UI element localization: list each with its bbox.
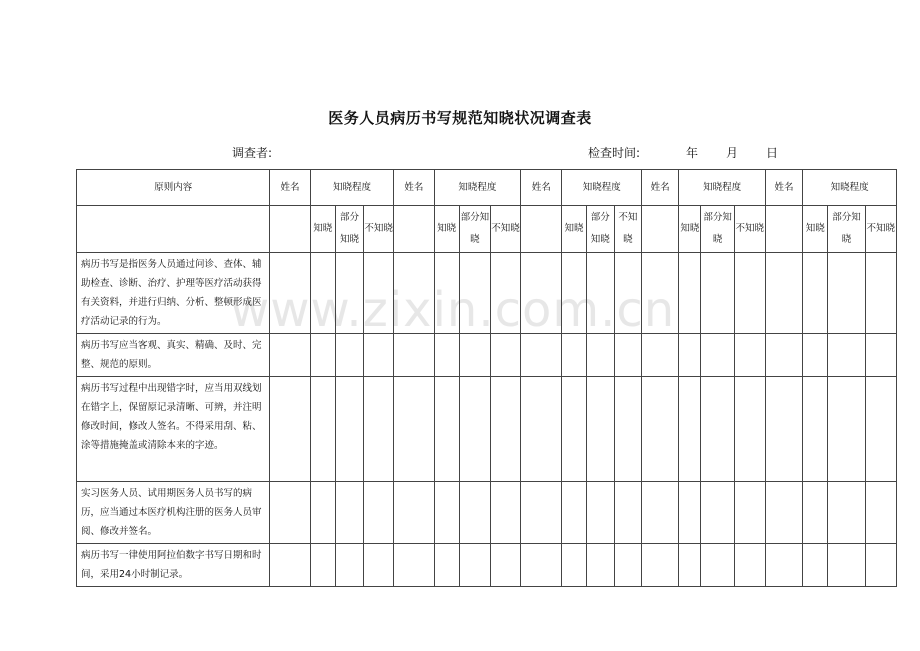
awareness-subheader: 不知晓 bbox=[865, 206, 896, 253]
answer-cell[interactable] bbox=[765, 482, 802, 544]
awareness-level-header: 知晓程度 bbox=[562, 170, 642, 206]
answer-cell[interactable] bbox=[828, 253, 865, 334]
answer-cell[interactable] bbox=[335, 253, 363, 334]
answer-cell[interactable] bbox=[586, 482, 614, 544]
awareness-subheader: 知晓 bbox=[679, 206, 701, 253]
answer-cell[interactable] bbox=[394, 377, 434, 482]
answer-cell[interactable] bbox=[521, 253, 562, 334]
answer-cell[interactable] bbox=[642, 334, 679, 377]
answer-cell[interactable] bbox=[562, 334, 586, 377]
answer-cell[interactable] bbox=[642, 377, 679, 482]
answer-cell[interactable] bbox=[803, 377, 828, 482]
answer-cell[interactable] bbox=[865, 544, 896, 587]
answer-cell[interactable] bbox=[335, 544, 363, 587]
answer-cell[interactable] bbox=[679, 482, 701, 544]
awareness-level-header: 知晓程度 bbox=[434, 170, 521, 206]
watermark: www.zixin.com.cn bbox=[230, 282, 676, 338]
answer-cell[interactable] bbox=[394, 544, 434, 587]
answer-cell[interactable] bbox=[586, 253, 614, 334]
answer-cell[interactable] bbox=[434, 334, 459, 377]
answer-cell[interactable] bbox=[614, 253, 641, 334]
name-cell-blank bbox=[765, 206, 802, 253]
answer-cell[interactable] bbox=[828, 334, 865, 377]
answer-cell[interactable] bbox=[562, 253, 586, 334]
principle-text: 病历书写过程中出现错字时，应当用双线划在错字上，保留原记录清晰、可辨，并注明修改时间，修改人签名。不得采用刮、粘、涂等措施掩盖或清除本来的字迹。 bbox=[77, 377, 270, 482]
awareness-level-header: 知晓程度 bbox=[310, 170, 394, 206]
awareness-subheader: 部分知晓 bbox=[586, 206, 614, 253]
answer-cell[interactable] bbox=[335, 377, 363, 482]
awareness-subheader: 部分知晓 bbox=[335, 206, 363, 253]
answer-cell[interactable] bbox=[586, 334, 614, 377]
awareness-level-header: 知晓程度 bbox=[803, 170, 897, 206]
principle-text: 病历书写应当客观、真实、精确、及时、完整、规范的原则。 bbox=[77, 334, 270, 377]
answer-cell[interactable] bbox=[490, 253, 520, 334]
answer-cell[interactable] bbox=[335, 482, 363, 544]
answer-cell[interactable] bbox=[642, 544, 679, 587]
answer-cell[interactable] bbox=[364, 377, 394, 482]
answer-cell[interactable] bbox=[310, 482, 335, 544]
answer-cell[interactable] bbox=[803, 253, 828, 334]
answer-cell[interactable] bbox=[701, 253, 734, 334]
name-header: 姓名 bbox=[642, 170, 679, 206]
answer-cell[interactable] bbox=[521, 334, 562, 377]
awareness-subheader: 不知晓 bbox=[364, 206, 394, 253]
answer-cell[interactable] bbox=[270, 544, 310, 587]
answer-cell[interactable] bbox=[310, 334, 335, 377]
answer-cell[interactable] bbox=[459, 253, 490, 334]
answer-cell[interactable] bbox=[364, 482, 394, 544]
answer-cell[interactable] bbox=[614, 482, 641, 544]
answer-cell[interactable] bbox=[490, 377, 520, 482]
name-cell-blank bbox=[394, 206, 434, 253]
answer-cell[interactable] bbox=[335, 334, 363, 377]
awareness-subheader: 不知晓 bbox=[734, 206, 765, 253]
answer-cell[interactable] bbox=[679, 334, 701, 377]
survey-table bbox=[76, 169, 897, 587]
answer-cell[interactable] bbox=[765, 377, 802, 482]
answer-cell[interactable] bbox=[459, 544, 490, 587]
answer-cell[interactable] bbox=[679, 253, 701, 334]
answer-cell[interactable] bbox=[642, 253, 679, 334]
answer-cell[interactable] bbox=[270, 253, 310, 334]
answer-cell[interactable] bbox=[803, 544, 828, 587]
answer-cell[interactable] bbox=[679, 544, 701, 587]
awareness-subheader: 不知晓 bbox=[614, 206, 641, 253]
answer-cell[interactable] bbox=[734, 482, 765, 544]
surveyor-label: 调查者: bbox=[232, 146, 273, 160]
principle-header: 原则内容 bbox=[77, 170, 270, 206]
answer-cell[interactable] bbox=[701, 377, 734, 482]
answer-cell[interactable] bbox=[310, 377, 335, 482]
answer-cell[interactable] bbox=[701, 334, 734, 377]
principle-text: 病历书写是指医务人员通过问诊、查体、辅助检查、诊断、治疗、护理等医疗活动获得有关资料，并进行归纳、分析、整顿形成医疗活动记录的行为。 bbox=[77, 253, 270, 334]
answer-cell[interactable] bbox=[734, 377, 765, 482]
answer-cell[interactable] bbox=[586, 544, 614, 587]
answer-cell[interactable] bbox=[434, 544, 459, 587]
answer-cell[interactable] bbox=[521, 544, 562, 587]
answer-cell[interactable] bbox=[828, 482, 865, 544]
answer-cell[interactable] bbox=[394, 334, 434, 377]
answer-cell[interactable] bbox=[828, 544, 865, 587]
name-cell-blank bbox=[270, 206, 310, 253]
awareness-subheader: 知晓 bbox=[562, 206, 586, 253]
answer-cell[interactable] bbox=[803, 482, 828, 544]
answer-cell[interactable] bbox=[562, 544, 586, 587]
table-row bbox=[77, 334, 897, 377]
answer-cell[interactable] bbox=[394, 482, 434, 544]
answer-cell[interactable] bbox=[310, 544, 335, 587]
answer-cell[interactable] bbox=[765, 544, 802, 587]
answer-cell[interactable] bbox=[828, 377, 865, 482]
answer-cell[interactable] bbox=[586, 377, 614, 482]
answer-cell[interactable] bbox=[364, 544, 394, 587]
name-cell-blank bbox=[642, 206, 679, 253]
name-header: 姓名 bbox=[394, 170, 434, 206]
principle-text: 病历书写一律使用阿拉伯数字书写日期和时间，采用24小时制记录。 bbox=[77, 544, 270, 587]
name-header: 姓名 bbox=[765, 170, 802, 206]
table-row bbox=[77, 377, 897, 482]
awareness-subheader: 部分知晓 bbox=[828, 206, 865, 253]
answer-cell[interactable] bbox=[642, 482, 679, 544]
answer-cell[interactable] bbox=[734, 253, 765, 334]
date-year: 年 bbox=[686, 146, 699, 160]
answer-cell[interactable] bbox=[865, 253, 896, 334]
name-cell-blank bbox=[521, 206, 562, 253]
answer-cell[interactable] bbox=[614, 544, 641, 587]
answer-cell[interactable] bbox=[459, 482, 490, 544]
answer-cell[interactable] bbox=[614, 377, 641, 482]
answer-cell[interactable] bbox=[434, 253, 459, 334]
name-header: 姓名 bbox=[270, 170, 310, 206]
date-month: 月 bbox=[726, 146, 739, 160]
answer-cell[interactable] bbox=[394, 253, 434, 334]
answer-cell[interactable] bbox=[270, 377, 310, 482]
awareness-level-header: 知晓程度 bbox=[679, 170, 766, 206]
principle-text: 实习医务人员、试用期医务人员书写的病历，应当通过本医疗机构注册的医务人员审阅、修改并签名。 bbox=[77, 482, 270, 544]
table-row bbox=[77, 544, 897, 587]
table-row bbox=[77, 482, 897, 544]
answer-cell[interactable] bbox=[521, 482, 562, 544]
page-title: 医务人员病历书写规范知晓状况调查表 bbox=[328, 109, 592, 127]
answer-cell[interactable] bbox=[865, 334, 896, 377]
awareness-subheader: 部分知晓 bbox=[701, 206, 734, 253]
date-label: 检查时间: bbox=[588, 146, 641, 160]
answer-cell[interactable] bbox=[270, 482, 310, 544]
answer-cell[interactable] bbox=[701, 482, 734, 544]
name-header: 姓名 bbox=[521, 170, 562, 206]
answer-cell[interactable] bbox=[679, 377, 701, 482]
awareness-subheader: 知晓 bbox=[310, 206, 335, 253]
principle-header-blank bbox=[77, 206, 270, 253]
answer-cell[interactable] bbox=[865, 377, 896, 482]
answer-cell[interactable] bbox=[562, 377, 586, 482]
answer-cell[interactable] bbox=[521, 377, 562, 482]
answer-cell[interactable] bbox=[364, 334, 394, 377]
answer-cell[interactable] bbox=[701, 544, 734, 587]
answer-cell[interactable] bbox=[734, 544, 765, 587]
answer-cell[interactable] bbox=[490, 482, 520, 544]
answer-cell[interactable] bbox=[270, 334, 310, 377]
answer-cell[interactable] bbox=[865, 482, 896, 544]
answer-cell[interactable] bbox=[310, 253, 335, 334]
answer-cell[interactable] bbox=[490, 544, 520, 587]
awareness-subheader: 不知晓 bbox=[490, 206, 520, 253]
answer-cell[interactable] bbox=[459, 334, 490, 377]
answer-cell[interactable] bbox=[614, 334, 641, 377]
answer-cell[interactable] bbox=[459, 377, 490, 482]
answer-cell[interactable] bbox=[803, 334, 828, 377]
awareness-subheader: 知晓 bbox=[803, 206, 828, 253]
answer-cell[interactable] bbox=[734, 334, 765, 377]
answer-cell[interactable] bbox=[490, 334, 520, 377]
awareness-subheader: 部分知晓 bbox=[459, 206, 490, 253]
answer-cell[interactable] bbox=[765, 253, 802, 334]
answer-cell[interactable] bbox=[562, 482, 586, 544]
answer-cell[interactable] bbox=[364, 253, 394, 334]
awareness-subheader: 知晓 bbox=[434, 206, 459, 253]
answer-cell[interactable] bbox=[765, 334, 802, 377]
answer-cell[interactable] bbox=[434, 482, 459, 544]
answer-cell[interactable] bbox=[434, 377, 459, 482]
table-row bbox=[77, 253, 897, 334]
date-day: 日 bbox=[766, 146, 779, 160]
